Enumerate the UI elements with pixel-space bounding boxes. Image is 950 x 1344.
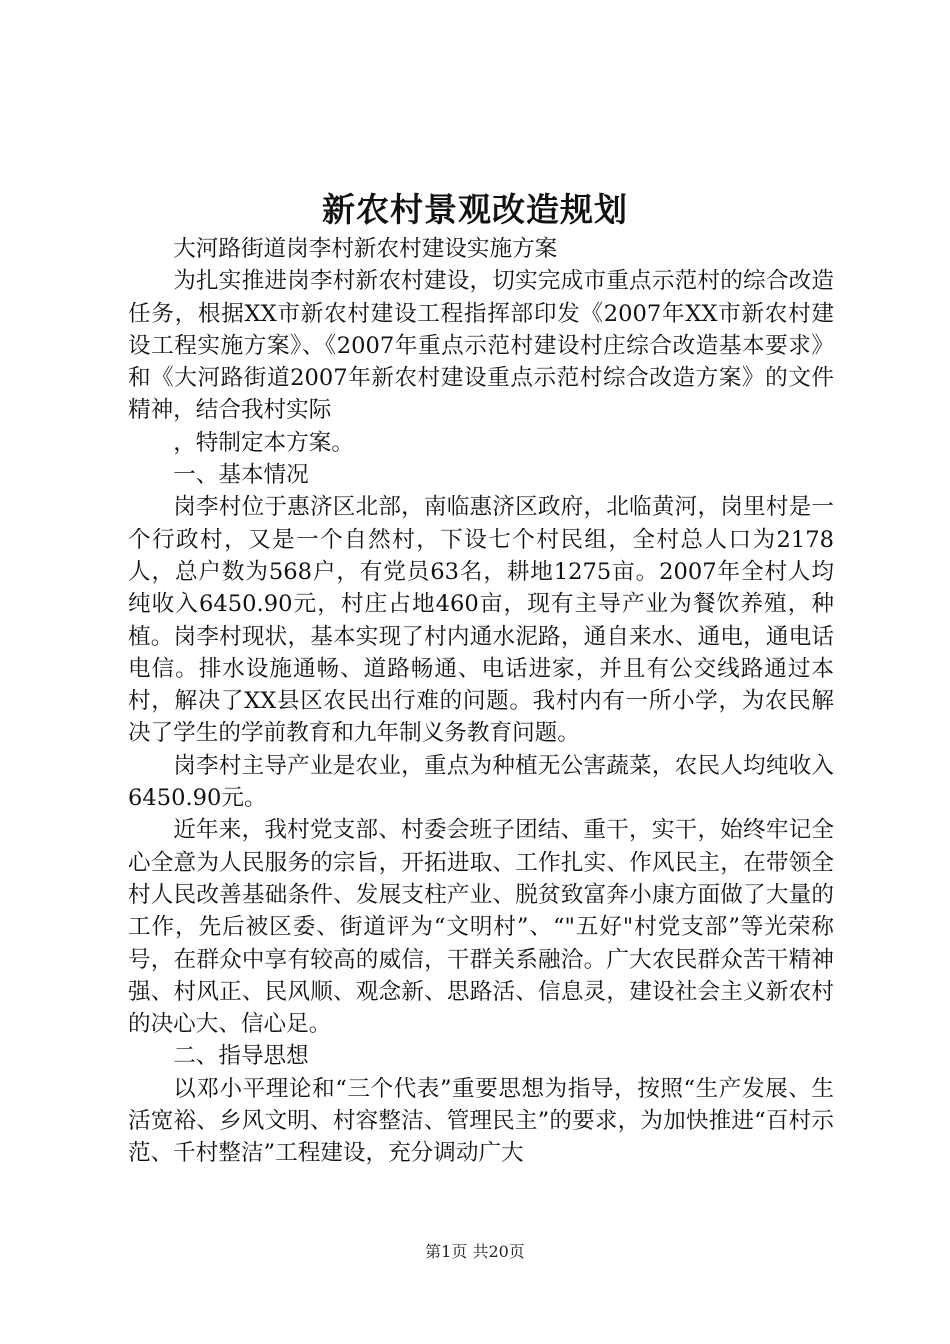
body-paragraph-subtitle: 大河路街道岗李村新农村建设实施方案 — [173, 236, 558, 262]
body-paragraph-intro-end: ，特制定本方案。 — [173, 429, 354, 456]
body-paragraph-intro: 为扎实推进岗李村新农村建设，切实完成市重点示范村的综合改造任务，根据XX市新农村建设工程指挥部印发《2007年XX市新农村建设工程实施方案》、《2007年重点示范村建设村庄综合改造基本要求》和《大河路街道2007年新农村建设重点示范村综合改造方案》的文件精神，结合我村实际 — [128, 268, 834, 424]
document-title: 新农村景观改造规划 — [322, 190, 628, 229]
section-heading-guiding-ideology: 二、指导思想 — [173, 1043, 309, 1070]
body-paragraph-village-overview: 岗李村位于惠济区北部，南临惠济区政府，北临黄河，岗里村是一个行政村，又是一个自然村，下设七个村民组，全村总人口为2178人，总户数为568户，有党员63名，耕地1275亩。2007年全村人均纯收入6450.90元，村庄占地460亩，现有主导产业为餐饮养殖，种植。岗李村现状，基本实现了村内通水泥路，通自来水、通电，通电话电信。排水设施通畅、道路畅通、电话进家，并且有公交线路通过本村，解决了XX县区农民出行难的问题。我村内有一所小学，为农民解决了学生的学前教育和九年制义务教育问题。 — [128, 494, 834, 747]
section-heading-basic-situation: 一、基本情况 — [173, 462, 309, 489]
page-number: 第1页 共20页 — [425, 1242, 525, 1261]
body-paragraph-recent-years: 近年来，我村党支部、村委会班子团结、重干，实干，始终牢记全心全意为人民服务的宗旨，开拓进取、工作扎实、作风民主，在带领全村人民改善基础条件、发展支柱产业、脱贫致富奔小康方面做了大量的工作，先后被区委、街道评为“文明村”、“"五好"村党支部”等光荣称号，在群众中享有较高的威信，干群关系融洽。广大农民群众苦干精神强、村风正、民风顺、观念新、思路活、信息灵，建设社会主义新农村的决心大、信心足。 — [128, 817, 834, 1038]
body-paragraph-main-industry: 岗李村主导产业是农业，重点为种植无公害蔬菜，农民人均纯收入6450.90元。 — [128, 752, 834, 812]
body-paragraph-guiding-ideology: 以邓小平理论和“三个代表”重要思想为指导，按照“生产发展、生活宽裕、乡风文明、村容整洁、管理民主”的要求，为加快推进“百村示范、千村整洁”工程建设，充分调动广大 — [128, 1075, 834, 1167]
document-body — [128, 233, 834, 1170]
